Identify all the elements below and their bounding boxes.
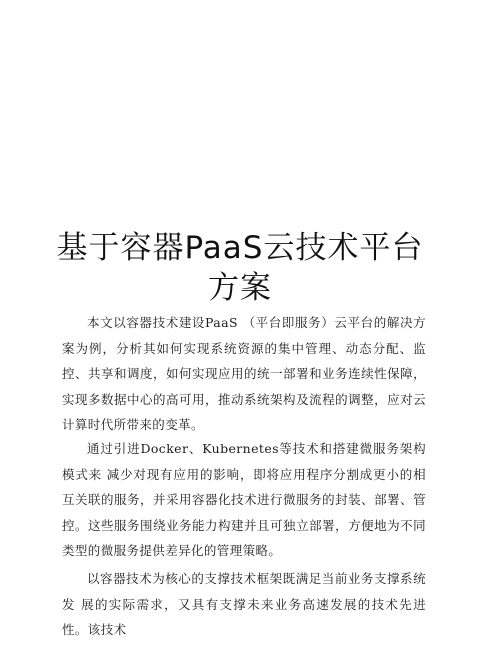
- document-title-line-1: 基于容器PaaS云技术平台: [56, 230, 424, 266]
- paragraph-microservices: 通过引进Docker、Kubernetes等技术和搭建微服务架构模式来 减少对现有应用的影响，即将应用程序分割成更小的相互关联的服务，并采用容器化技术进行微服务的封装、部署、管控。这些服务围绕业务能力构建并且可独立部署，方便地为不同类型的微服务提供差异化的管理策略。: [62, 441, 426, 558]
- document-title-line-2: 方案: [208, 270, 272, 306]
- paragraph-framework: 以容器技术为核心的支撑技术框架既满足当前业务支撑系统发 展的实际需求，又具有支撑未来业务高速发展的技术先进性。该技术: [62, 571, 426, 637]
- paragraph-intro: 本文以容器技术建设PaaS （平台即服务）云平台的解决方案为例，分析其如何实现系统资源的集中管理、动态分配、监控、共享和调度，如何实现应用的统一部署和业务连续性保障，实现多数据中心的高可用，推动系统架构及流程的调整，应对云计算时代所带来的变革。: [62, 315, 426, 432]
